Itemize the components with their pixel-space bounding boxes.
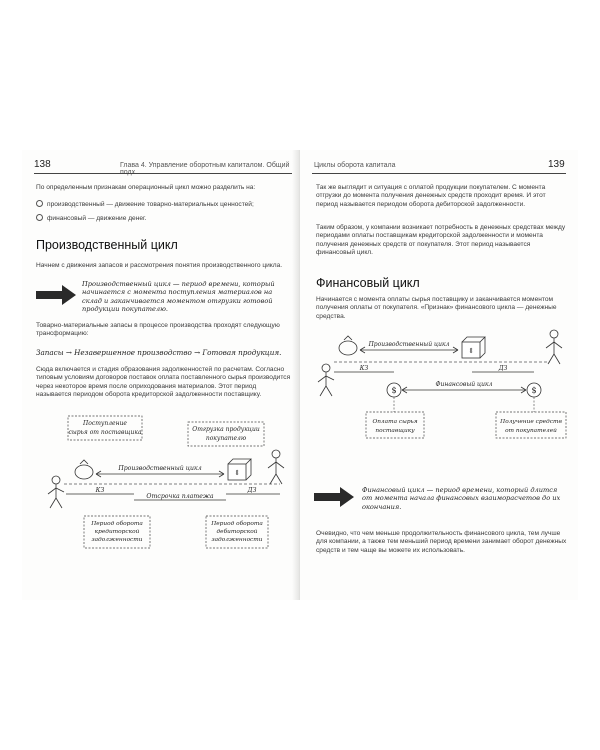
cycle-label: Производственный цикл (118, 465, 202, 472)
section-heading: Производственный цикл (36, 238, 178, 252)
bullet-icon (36, 200, 43, 207)
page-number: 139 (548, 159, 565, 170)
intro-text: По определенным признакам операционный цикл можно разделить на: (36, 184, 256, 191)
running-header: Глава 4. Управление оборотным капиталом. Общий (120, 162, 290, 169)
svg-text:$: $ (391, 386, 397, 395)
receipt-label: Поступление (83, 420, 127, 427)
receipt-label-2: сырья от поставщика (68, 429, 142, 436)
receive-label-2: от покупателей (505, 428, 557, 434)
dz-label: ДЗ (247, 487, 257, 494)
financial-cycle-label: Финансовый цикл (435, 381, 493, 388)
supplier-figure-icon (318, 364, 334, 396)
definition-note: Финансовый цикл — период времени, который длится от момента начала финансовых взаиморасчетов до их окончания. (362, 486, 561, 511)
product-box-icon (462, 337, 485, 358)
pay-label-1: Оплата сырья (372, 419, 418, 425)
running-header: Циклы оборота капитала (314, 162, 396, 169)
paragraph: Очевидно, что чем меньше продолжительность финансового цикла, тем лучше для компании, а также тем меньший период времени занимает оборот денежных средств и тем чаще вы можете их использовать. (316, 530, 567, 554)
receive-label-1: Получение средств (500, 419, 562, 425)
money-bag-icon (339, 336, 357, 355)
paragraph: Начинается с момента оплаты сырья поставщику и заканчивается моментом получения оплаты от покупателя. «Признак» финансового цикла — денежные средства. (316, 296, 557, 320)
paragraph: Товарно-материальные запасы в процессе производства проходят следующую трансформацию: (36, 322, 280, 338)
payable-label-3: задолженности (91, 537, 143, 543)
arrow-icon (312, 486, 356, 508)
svg-text:$: $ (531, 386, 537, 395)
definition-note: Производственный цикл — период времени, который начинается с момента поступления материалов на склад и заканчивается моментом отгрузки готовой продукции покупателю. (82, 280, 275, 314)
buyer-figure-icon (268, 450, 284, 484)
paragraph: Сюда включается и стадия образования задолженностей по расчетам. Согласно типовым условиям договоров поставок оплата поставленного сырья производится через некоторое время после оприходования материалов. Этот период называется периодом оборота кредиторской задолженности поставщику. (36, 366, 291, 399)
paragraph: Начнем с движения запасов и рассмотрения понятия производственного цикла. (36, 262, 283, 269)
dollar-icon (387, 383, 401, 397)
paragraph: Таким образом, у компании возникает потребность в денежных средствах между периодами оплаты поставщикам кредиторской задолженности и момента получения денежных средств от покупателя. Этот период называется финансовый цикл. (316, 224, 566, 257)
kz-label: КЗ (359, 365, 369, 372)
section-heading: Финансовый цикл (316, 276, 420, 290)
supplier-figure-icon (48, 476, 64, 508)
financial-cycle-diagram (312, 328, 574, 452)
arrow-icon (34, 284, 78, 306)
paragraph: Так же выглядит и ситуация с оплатой продукции покупателем. С момента отгрузки до момента получения денежных средств проходит время. И этот период называется периодом оборота дебиторской задолженности. (316, 184, 546, 208)
page-number: 138 (34, 159, 51, 170)
delay-label: Отсрочка платежа (146, 493, 214, 500)
payable-label-2: кредиторской (94, 529, 140, 535)
receivable-label-2: дебиторской (216, 529, 258, 535)
receivable-label-1: Период оборота (211, 521, 263, 527)
dz-label: ДЗ (498, 365, 508, 372)
dollar-icon (527, 383, 541, 397)
header-rule (34, 173, 292, 174)
left-page (22, 150, 300, 600)
transformation-formula: Запасы → Незавершенное производство → Готовая продукция. (36, 348, 282, 357)
svg-text:⇕: ⇕ (234, 469, 240, 477)
cycle-label: Производственный цикл (368, 341, 450, 348)
product-box-icon (228, 459, 251, 480)
payable-label-1: Период оборота (91, 521, 143, 527)
shipment-label: Отгрузка продукции (192, 426, 260, 433)
bullet-item: производственный — движение товарно-материальных ценностей; (36, 200, 254, 209)
bullet-icon (36, 214, 43, 221)
svg-text:⇕: ⇕ (468, 347, 474, 355)
kz-label: КЗ (95, 487, 105, 494)
pay-label-2: поставщику (375, 428, 415, 434)
right-page (300, 150, 578, 600)
header-rule (312, 173, 566, 174)
book-spread (22, 150, 578, 600)
production-cycle-diagram (30, 412, 294, 568)
bullet-item: финансовый — движение денег. (36, 214, 146, 223)
shipment-label-2: покупателю (205, 435, 247, 442)
money-bag-icon (75, 460, 93, 479)
buyer-figure-icon (546, 330, 562, 364)
receivable-label-3: задолженности (211, 537, 263, 543)
